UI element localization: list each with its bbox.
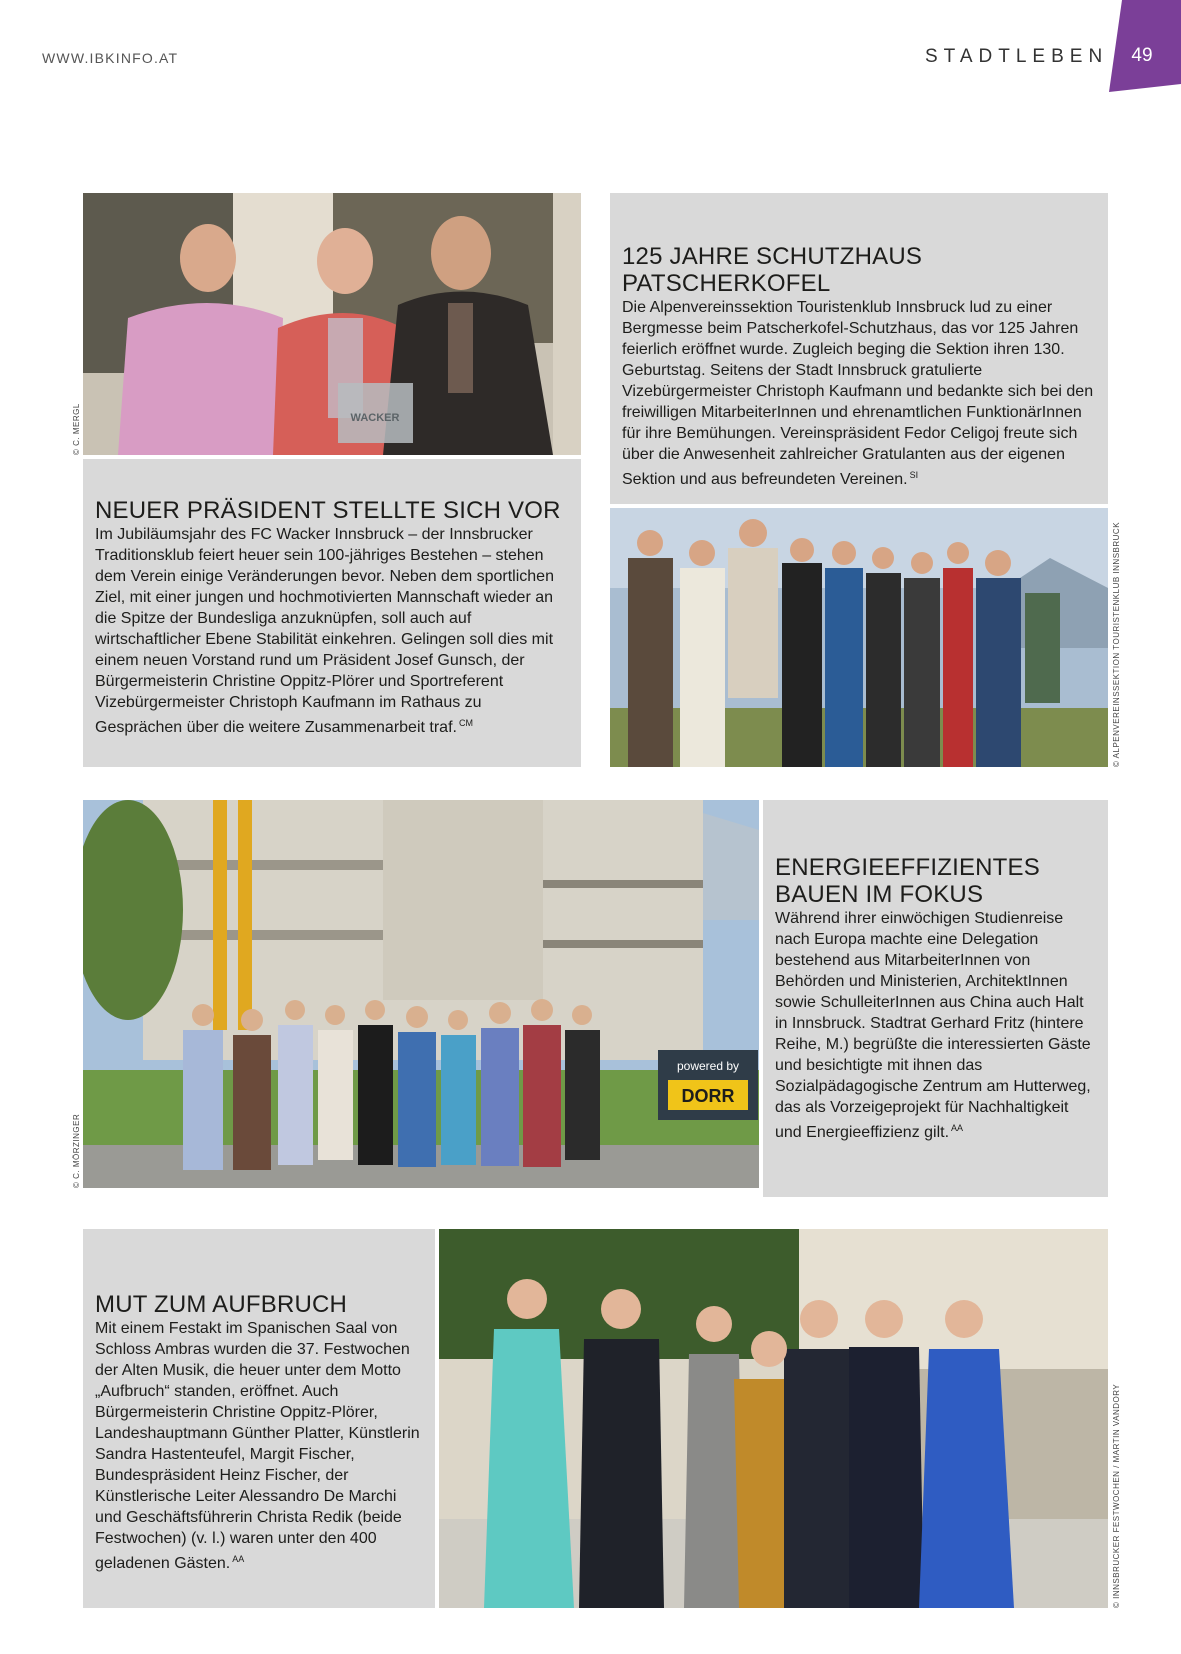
sign-powered-by: powered by <box>676 1059 740 1073</box>
article-body: Mit einem Festakt im Spanischen Saal von Schloss Ambras wurden die 37. Festwochen der Alten Musik, die heuer unter dem Motto „Aufbruch“ standen, eröffnet. Auch Bürgermeisterin Christine Oppitz-Plörer, Landeshauptmann Günther Platter, Künstlerin Sandra Hastenteufel, Margit Fischer, Bundespräsident Heinz Fischer, der Künstlerische Leiter Alessandro De Marchi und Geschäftsführerin Christa Redik (beide Festwochen) (v. l.) waren unter den 400 geladenen Gästen. $^{AA}$ <box>95 1320 420 1572</box>
article-body: Die Alpenvereinssektion Touristenklub Innsbruck lud zu einer Bergmesse beim Patscherkofel-Schutzhaus, das vor 125 Jahren feierlich eröffnet wurde. Zugleich beging die Sektion ihren 130. Geburtstag. Seitens der Stadt Innsbruck gratulierte Vizebürgermeister Christoph Kaufmann und bedankte sich bei den freiwilligen MitarbeiterInnen und ehrenamtlichen FunktionärInnen für ihre Bemühungen. Vereinspräsident Fedor Celigoj freute sich über die Anwesenheit zahlreicher Gratulanten aus der eigenen Sektion und aus befreundeten Vereinen. $^{SI}$ <box>622 299 1094 488</box>
photo-energy-building <box>83 800 759 1188</box>
photo-patscherkofel-group <box>610 508 1108 767</box>
page-number: 49 <box>1131 45 1153 66</box>
article-box-patscherkofel <box>610 193 1108 504</box>
trophy-wacker-text: WACKER <box>350 412 400 424</box>
sign-dorr: DORR <box>681 1086 735 1106</box>
article-box-energy <box>763 800 1108 1197</box>
article-title: ENERGIEEFFIZIENTES BAUEN IM FOKUS <box>775 854 1040 908</box>
photo-festwochen-guests <box>439 1229 1108 1608</box>
author-tag: CM <box>458 718 473 728</box>
article-body: Während ihrer einwöchigen Studienreise nach Europa machte eine Delegation bestehend aus MitarbeiterInnen von Behörden und Ministerien, ArchitektInnen sowie SchulleiterInnen aus China auch Halt in Innsbruck. Stadtrat Gerhard Fritz (hintere Reihe, M.) begrüßte die interessierten Gäste und besichtigte mit ihnen das Sozialpädagogische Zentrum am Hutterweg, das als Vorzeigeprojekt für Nachhaltigkeit und Energieeffizienz gilt. $^{AA}$ <box>775 910 1091 1141</box>
author-tag: AA <box>951 1123 964 1133</box>
site-url[interactable]: WWW.IBKINFO.AT <box>42 50 179 66</box>
article-title: MUT ZUM AUFBRUCH <box>95 1291 348 1318</box>
photo-credit: © ALPENVEREINSSEKTION TOURISTENKLUB INNSBRUCK <box>1112 521 1121 767</box>
article-title: NEUER PRÄSIDENT STELLTE SICH VOR <box>95 497 561 524</box>
section-label: STADTLEBEN <box>925 46 1109 67</box>
article-box-wacker <box>83 459 581 767</box>
article-body: Im Jubiläumsjahr des FC Wacker Innsbruck – der Innsbrucker Traditionsklub feiert heuer sein 100-jähriges Bestehen – stehen dem Verein einige Veränderungen bevor. Neben dem sportlichen Ziel, mit einer jungen und hochmotivierten Mannschaft wieder an die Spitze der Bundesliga anzuknüpfen, soll auch auf wirtschaftlicher Ebene Stabilität einkehren. Gelingen soll dies mit einem neuen Vorstand rund um Präsident Josef Gunsch, der Bürgermeisterin Christine Oppitz-Plörer und Sportreferent Vizebürgermeister Christoph Kaufmann im Rathaus zu Gesprächen über die weitere Zusammenarbeit traf. $^{CM}$ <box>95 526 554 736</box>
author-tag: SI <box>909 470 919 480</box>
photo-credit: © INNSBRUCKER FESTWOCHEN / MARTIN VANDORY <box>1112 1383 1121 1608</box>
article-box-festwochen <box>83 1229 435 1608</box>
author-tag: AA <box>232 1554 245 1564</box>
photo-credit: © C. MERGL <box>72 403 81 455</box>
photo-wacker-president <box>83 193 581 455</box>
article-title: 125 JAHRE SCHUTZHAUS PATSCHERKOFEL <box>622 243 923 297</box>
photo-credit: © C. MÖRZINGER <box>72 1113 81 1188</box>
